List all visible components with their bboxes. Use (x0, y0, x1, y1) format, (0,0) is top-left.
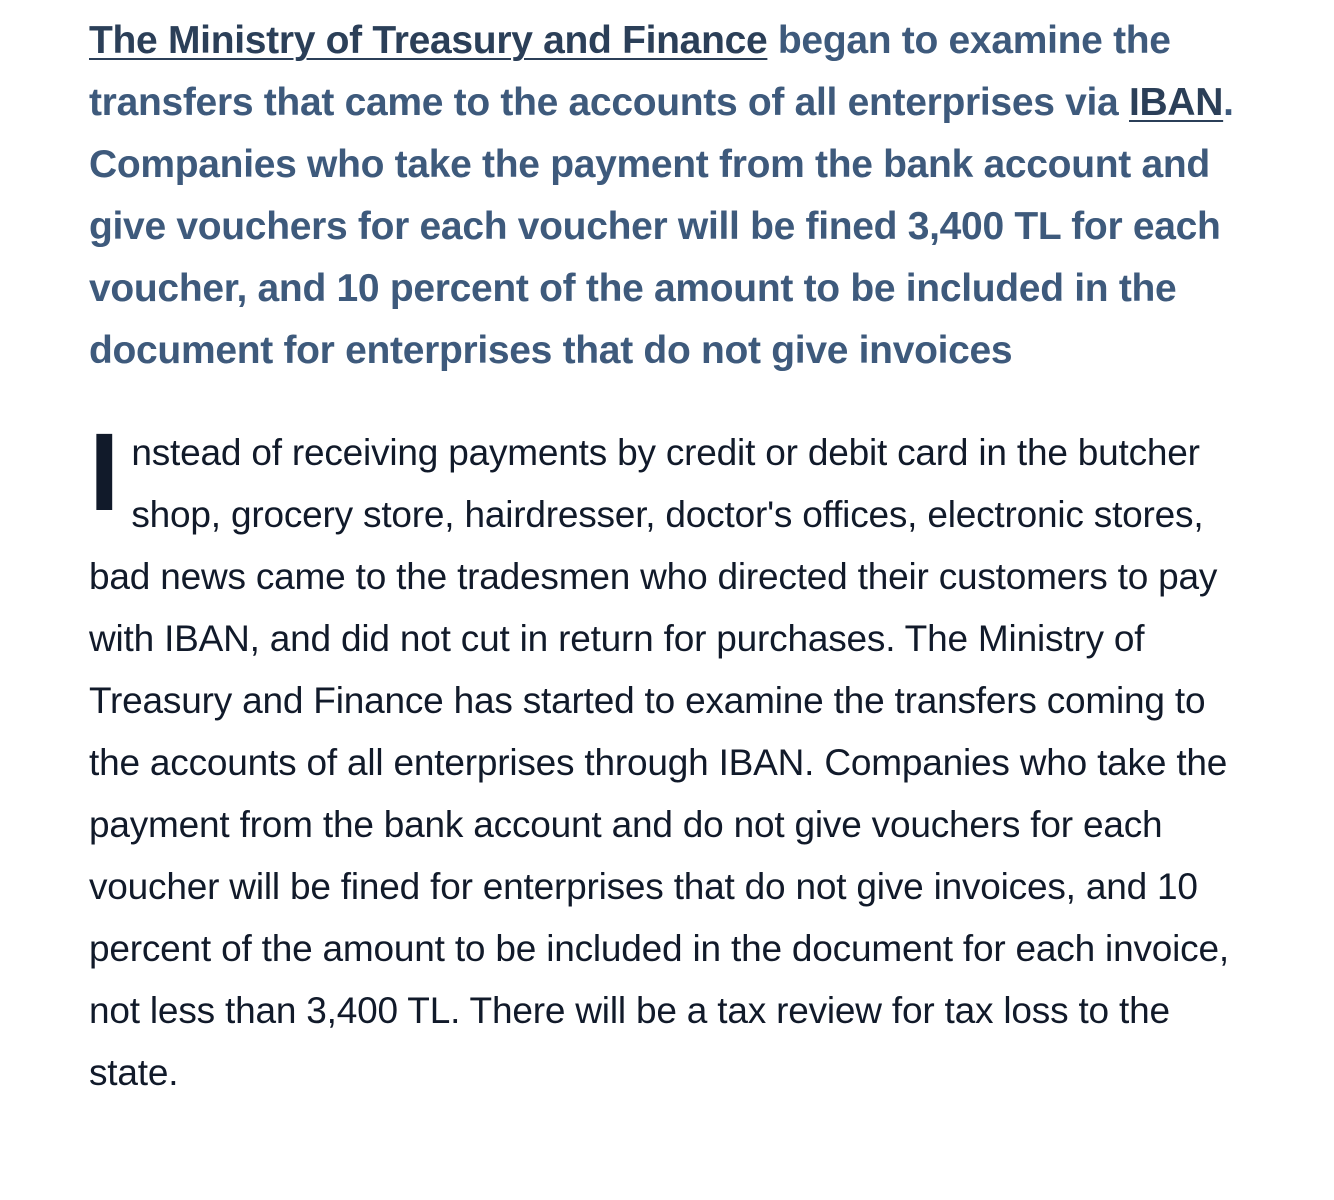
article (89, 10, 1264, 1104)
body-text: nstead of receiving payments by credit or debit card in the butcher shop, grocery store, hairdresser, doctor's offices, electronic stores, bad news came to the tradesmen who directed their customers to pay with IBAN, and did not cut in return for purchases. The Ministry of Treasury and Finance has started to examine the transfers coming to the accounts of all enterprises through IBAN. Companies who take the payment from the bank account and do not give vouchers for each voucher will be fined for enterprises that do not give invoices, and 10 percent of the amount to be included in the document for each invoice, not less than 3,400 TL. There will be a tax review for tax loss to the state. (89, 432, 1229, 1093)
drop-cap: I (89, 411, 120, 534)
article-lead (89, 10, 1264, 382)
article-body (89, 411, 1264, 1104)
lead-text-1: began to examine the transfers that came to the accounts of all enterprises via (89, 19, 1171, 124)
lead-text-2: . Companies who take the payment from the bank account and give vouchers for each voucher will be fined 3,400 TL for each voucher, and 10 percent of the amount to be included in the document for enterprises that do not give invoices (89, 81, 1234, 372)
iban-link[interactable]: IBAN (1129, 81, 1224, 124)
ministry-link[interactable]: The Ministry of Treasury and Finance (89, 19, 768, 62)
